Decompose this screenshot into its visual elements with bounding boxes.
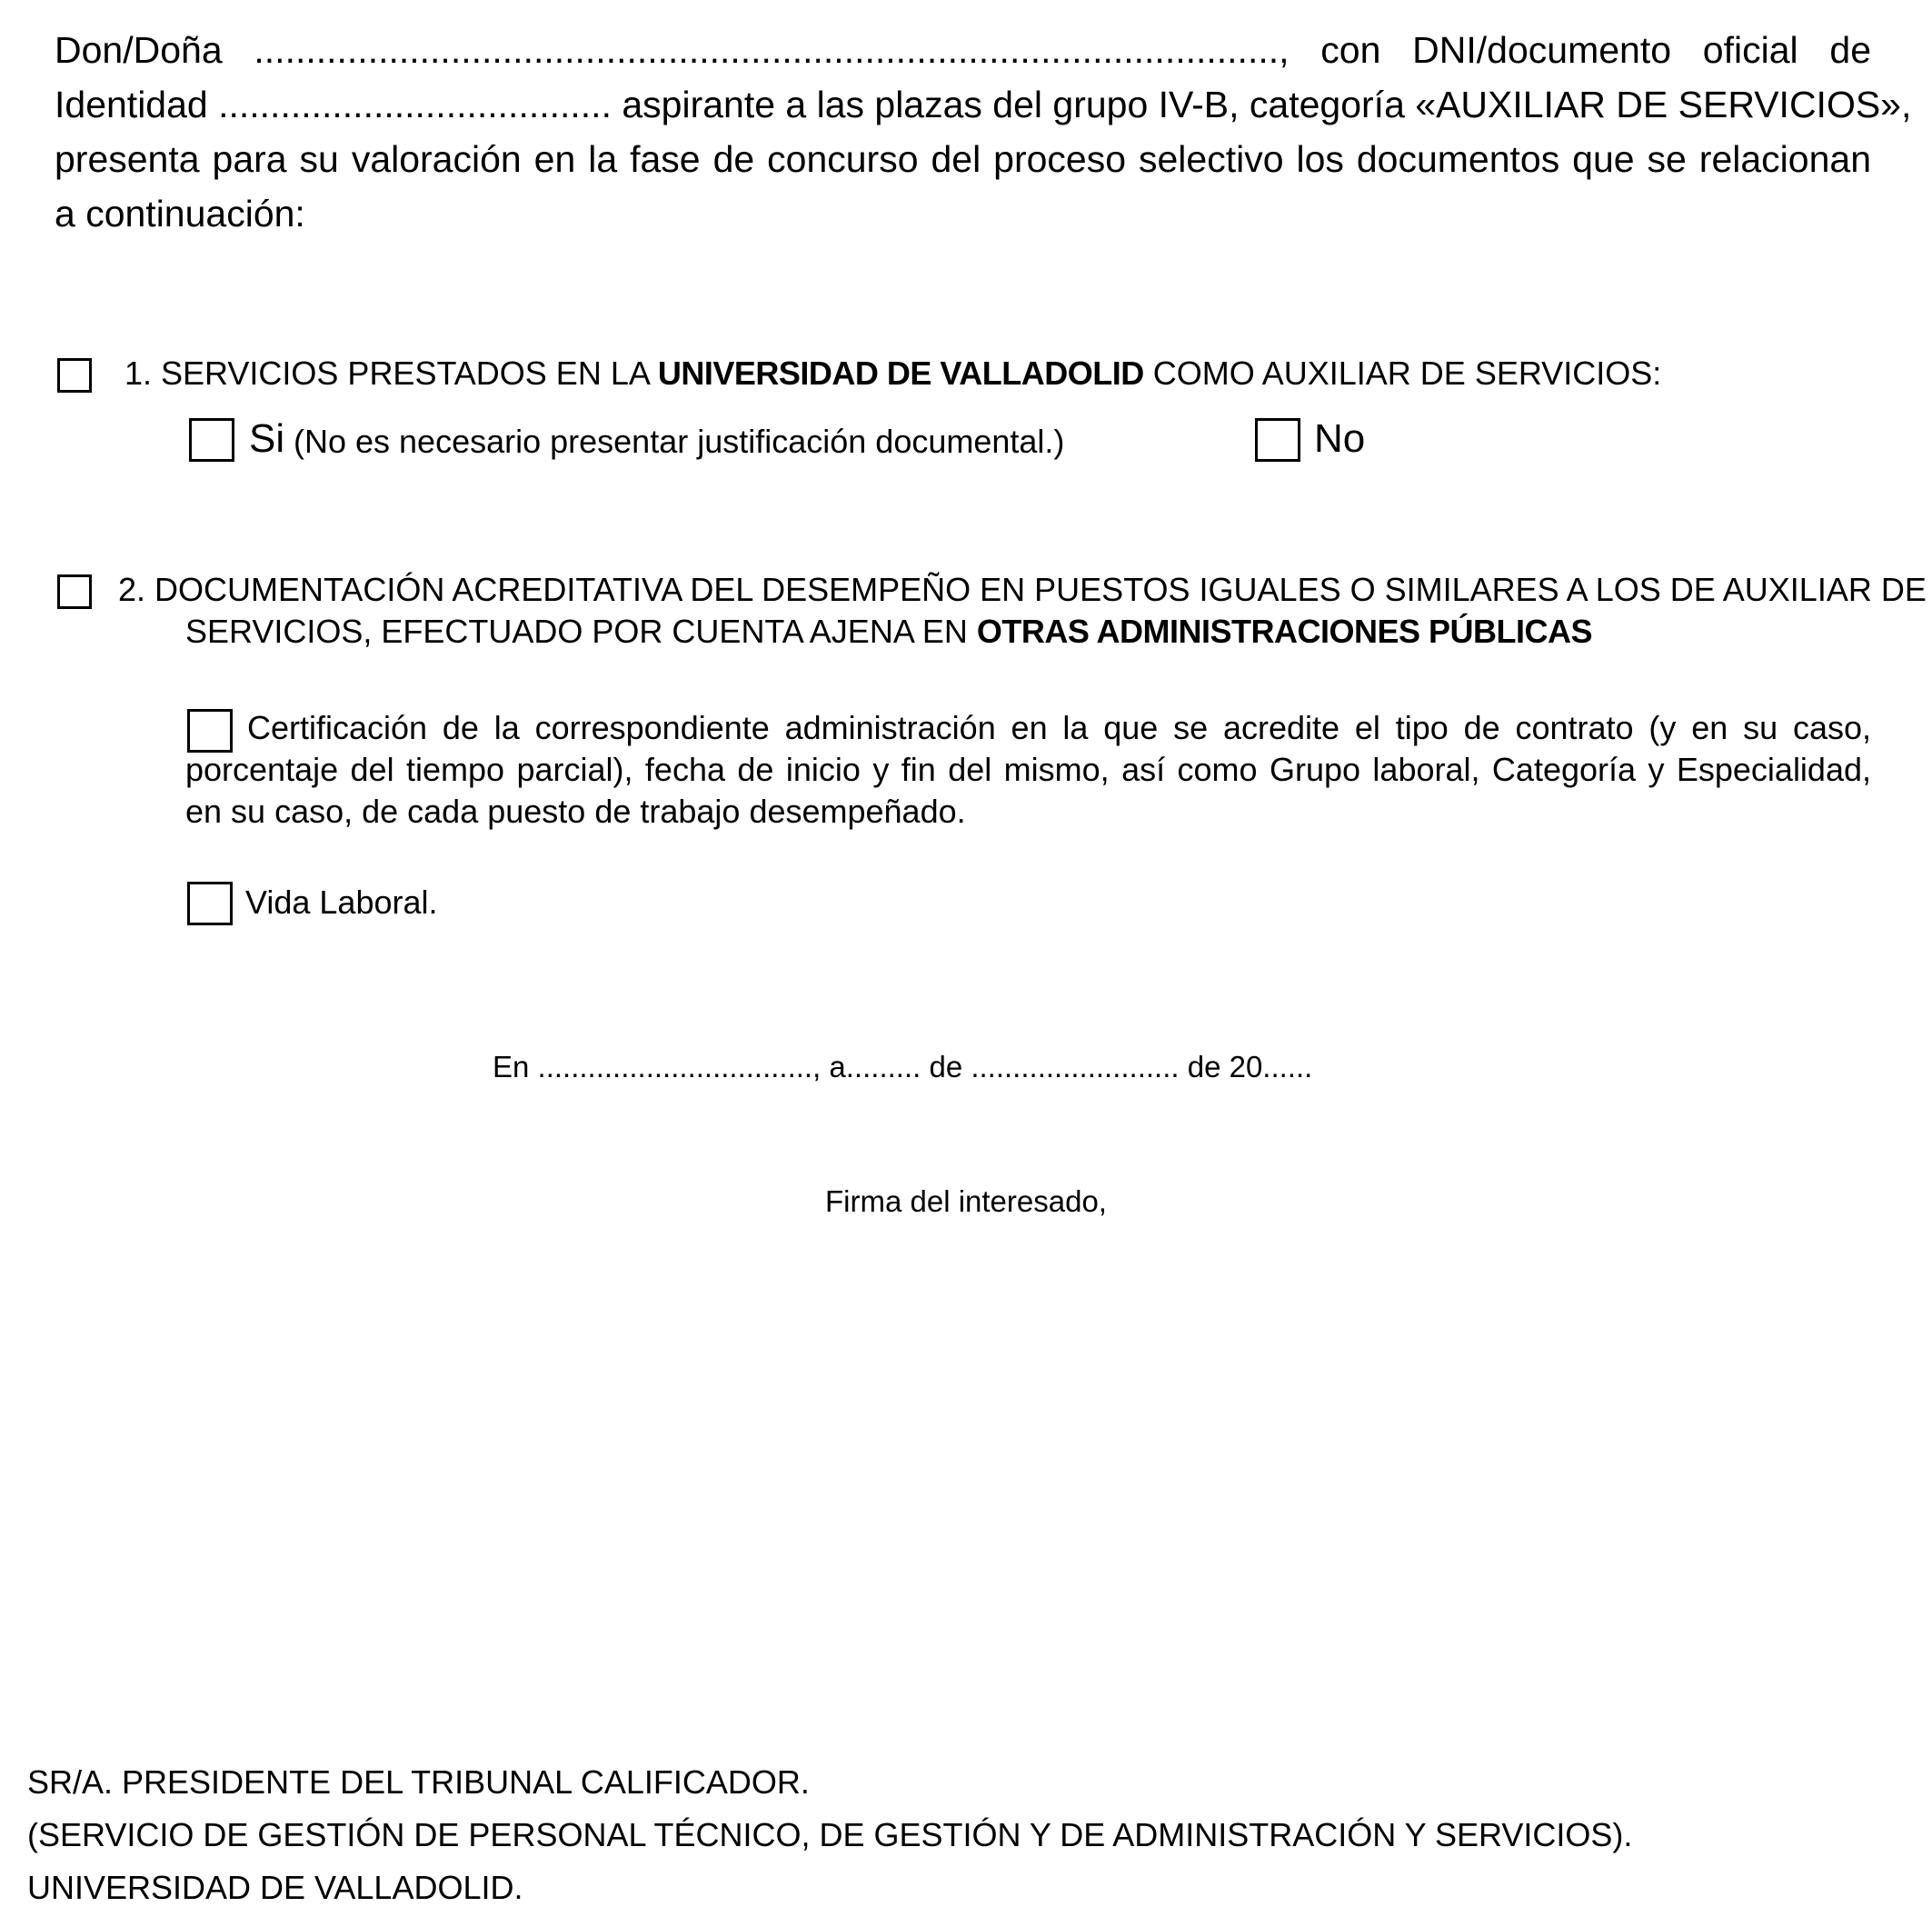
no-checkbox[interactable] [1255, 418, 1300, 462]
section2-checkbox[interactable] [57, 574, 92, 609]
section1-heading: 1. SERVICIOS PRESTADOS EN LA UNIVERSIDAD DE VALLADOLID COMO AUXILIAR DE SERVICIOS: [124, 354, 1662, 392]
vida-laboral-checkbox[interactable] [187, 882, 233, 925]
certification-checkbox[interactable] [187, 709, 233, 753]
no-label: No [1314, 416, 1366, 461]
addressee-line-1: SR/A. PRESIDENTE DEL TRIBUNAL CALIFICADOR. [27, 1763, 810, 1801]
section1-checkbox[interactable] [57, 358, 92, 393]
addressee-line-2: (SERVICIO DE GESTIÓN DE PERSONAL TÉCNICO, DE GESTIÓN Y DE ADMINISTRACIÓN Y SERVICIOS). [27, 1816, 1633, 1853]
place-date-line: En ................................., a......... de ......................... de 20...... [493, 1050, 1313, 1083]
yes-label: Si [249, 416, 285, 461]
yes-checkbox[interactable] [189, 418, 234, 462]
section2-heading-line-2: SERVICIOS, EFECTUADO POR CUENTA AJENA EN OTRAS ADMINISTRACIONES PÚBLICAS [185, 613, 1593, 650]
intro-line-2: Identidad ...................................... aspirante a las plazas del grupo IV-B, categoría «AUXILIAR DE SERVICIOS», [55, 84, 1912, 125]
intro-line-3: presenta para su valoración en la fase de concurso del proceso selectivo los documentos que se relacionan [55, 138, 1871, 180]
vida-laboral-label: Vida Laboral. [245, 884, 438, 921]
certification-text-line-3: en su caso, de cada puesto de trabajo desempeñado. [185, 793, 966, 830]
section2-heading-line-1: 2. DOCUMENTACIÓN ACREDITATIVA DEL DESEMPEÑO EN PUESTOS IGUALES O SIMILARES A LOS DE AUXILIAR DE [118, 571, 1927, 608]
intro-line-4: a continuación: [55, 193, 305, 235]
intro-line-1: Don/Doña ..................................................................................................., con DNI/documento oficial de [55, 29, 1871, 71]
certification-text-line-2: porcentaje del tiempo parcial), fecha de inicio y fin del mismo, así como Grupo laboral, Categoría y Especialidad, [185, 751, 1871, 788]
addressee-line-3: UNIVERSIDAD DE VALLADOLID. [27, 1869, 523, 1906]
yes-note: (No es necesario presentar justificación documental.) [294, 423, 1065, 460]
certification-text-line-1: Certificación de la correspondiente administración en la que se acredite el tipo de contrato (y en su caso, [247, 709, 1871, 746]
signature-label: Firma del interesado, [825, 1184, 1107, 1218]
